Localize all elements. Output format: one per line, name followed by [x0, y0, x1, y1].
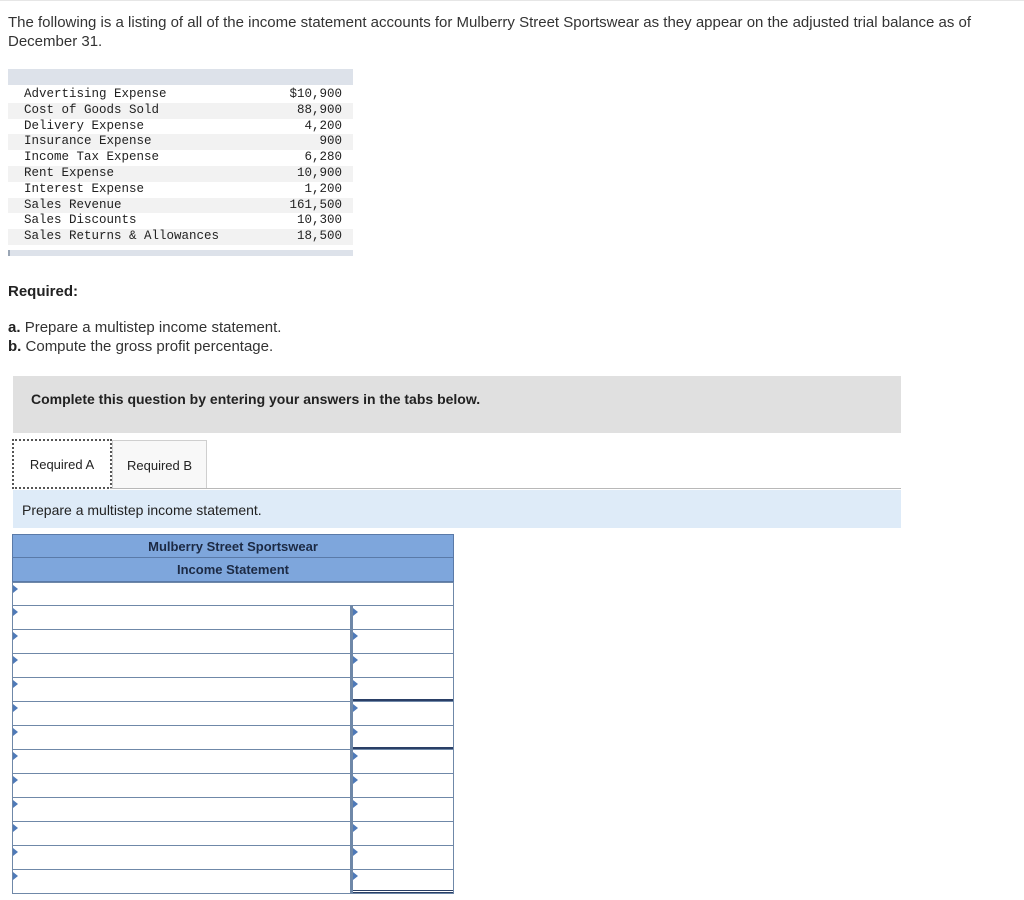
- statement-row: [12, 702, 454, 726]
- amount-cell[interactable]: [353, 678, 453, 701]
- trial-balance-row: [8, 213, 353, 229]
- instructions-banner: Complete this question by entering your answers in the tabs below.: [13, 376, 901, 433]
- account-label-input[interactable]: [13, 774, 350, 797]
- account-name: Sales Returns & Allowances: [24, 229, 220, 244]
- statement-company-name: Mulberry Street Sportswear: [12, 534, 454, 558]
- dropdown-marker-icon: [13, 680, 18, 688]
- trial-balance-row: [8, 103, 353, 119]
- statement-row: [12, 678, 454, 702]
- dropdown-marker-icon: [13, 632, 18, 640]
- tab-divider: [110, 488, 901, 489]
- account-dropdown[interactable]: [13, 798, 353, 821]
- tab-required-b[interactable]: Required B: [112, 440, 207, 489]
- cell-marker-icon: [353, 680, 358, 688]
- statement-row: [12, 750, 454, 774]
- account-label-input[interactable]: [13, 726, 350, 749]
- cell-marker-icon: [353, 800, 358, 808]
- statement-row: [12, 654, 454, 678]
- account-dropdown[interactable]: [13, 870, 353, 893]
- account-label-input[interactable]: [13, 822, 350, 845]
- dropdown-marker-icon: [13, 872, 18, 880]
- dropdown-marker-icon: [13, 752, 18, 760]
- amount-input[interactable]: [353, 750, 453, 773]
- account-amount: 1,200: [304, 181, 342, 196]
- required-item-letter: a.: [8, 319, 21, 336]
- amount-input[interactable]: [353, 798, 453, 821]
- answer-tabs: [12, 439, 207, 489]
- account-name: Rent Expense: [24, 165, 115, 180]
- trial-balance-row: [8, 198, 353, 214]
- account-amount: 10,300: [296, 213, 342, 228]
- amount-input[interactable]: [353, 630, 453, 653]
- account-name: Sales Revenue: [24, 197, 122, 212]
- account-amount: $10,900: [289, 87, 342, 101]
- dropdown-marker-icon: [13, 728, 18, 736]
- amount-input[interactable]: [353, 774, 453, 797]
- statement-title: Income Statement: [12, 558, 454, 582]
- account-dropdown[interactable]: [13, 583, 453, 605]
- amount-input[interactable]: [353, 726, 453, 747]
- trial-balance-row: [8, 182, 353, 198]
- amount-input[interactable]: [353, 870, 453, 890]
- required-item-b: [8, 337, 281, 356]
- account-label-input[interactable]: [13, 606, 350, 629]
- account-label-input[interactable]: [13, 654, 350, 677]
- amount-input[interactable]: [353, 702, 453, 725]
- account-label-input[interactable]: [13, 750, 350, 773]
- dropdown-marker-icon: [13, 848, 18, 856]
- dropdown-marker-icon: [13, 608, 18, 616]
- account-name: Advertising Expense: [24, 87, 167, 101]
- trial-balance-row: [8, 87, 353, 103]
- amount-input[interactable]: [353, 678, 453, 699]
- trial-balance-row: [8, 166, 353, 182]
- amount-cell[interactable]: [353, 822, 453, 845]
- trial-balance-row: [8, 229, 353, 245]
- account-name: Income Tax Expense: [24, 150, 160, 165]
- account-dropdown[interactable]: [13, 846, 353, 869]
- cell-marker-icon: [353, 608, 358, 616]
- trial-balance-footer-bar: [8, 250, 353, 256]
- account-label-input[interactable]: [13, 583, 453, 605]
- statement-row: [12, 774, 454, 798]
- amount-cell[interactable]: [353, 654, 453, 677]
- amount-input[interactable]: [353, 606, 453, 629]
- required-list: [8, 318, 281, 356]
- problem-intro: The following is a listing of all of the income statement accounts for Mulberry Street Sportswear as they appear on the adjusted trial balance as of December 31.: [8, 14, 972, 50]
- account-amount: 900: [319, 134, 342, 149]
- required-heading: Required:: [8, 283, 79, 300]
- trial-balance-header-bar: [8, 69, 353, 85]
- statement-row: [12, 870, 454, 894]
- account-dropdown[interactable]: [13, 606, 353, 629]
- statement-row: [12, 630, 454, 654]
- account-dropdown[interactable]: [13, 654, 353, 677]
- statement-row: [12, 606, 454, 630]
- cell-marker-icon: [353, 704, 358, 712]
- account-name: Cost of Goods Sold: [24, 102, 160, 117]
- dropdown-marker-icon: [13, 704, 18, 712]
- cell-marker-icon: [353, 752, 358, 760]
- amount-input[interactable]: [353, 654, 453, 677]
- cell-marker-icon: [353, 632, 358, 640]
- trial-balance-row: [8, 134, 353, 150]
- account-dropdown[interactable]: [13, 678, 353, 701]
- cell-marker-icon: [353, 776, 358, 784]
- account-dropdown[interactable]: [13, 822, 353, 845]
- account-amount: 88,900: [296, 102, 342, 117]
- amount-input[interactable]: [353, 846, 453, 869]
- amount-cell[interactable]: [353, 846, 453, 869]
- statement-row: [12, 798, 454, 822]
- statement-rows: [12, 582, 454, 894]
- tab-instruction: Prepare a multistep income statement.: [13, 490, 901, 528]
- trial-balance-table: [8, 87, 353, 245]
- income-statement-worksheet: [12, 534, 454, 894]
- dropdown-marker-icon: [13, 656, 18, 664]
- amount-cell[interactable]: [353, 630, 453, 653]
- account-amount: 10,900: [296, 165, 342, 180]
- account-dropdown[interactable]: [13, 774, 353, 797]
- statement-row: [12, 726, 454, 750]
- amount-cell[interactable]: [353, 798, 453, 821]
- statement-row: [12, 846, 454, 870]
- amount-cell[interactable]: [353, 702, 453, 725]
- amount-cell[interactable]: [353, 726, 453, 749]
- required-item-text: Prepare a multistep income statement.: [24, 319, 282, 336]
- account-label-input[interactable]: [13, 846, 350, 869]
- account-name: Insurance Expense: [24, 134, 152, 149]
- account-label-input[interactable]: [13, 678, 350, 701]
- statement-row: [12, 582, 454, 606]
- account-dropdown[interactable]: [13, 726, 353, 749]
- amount-cell[interactable]: [353, 606, 453, 629]
- account-amount: 6,280: [304, 150, 342, 165]
- statement-row: [12, 822, 454, 846]
- account-dropdown[interactable]: [13, 702, 353, 725]
- cell-marker-icon: [353, 848, 358, 856]
- account-label-input[interactable]: [13, 870, 350, 893]
- cell-marker-icon: [353, 872, 358, 880]
- account-label-input[interactable]: [13, 702, 350, 725]
- cell-marker-icon: [353, 728, 358, 736]
- dropdown-marker-icon: [13, 585, 18, 593]
- amount-cell[interactable]: [353, 750, 453, 773]
- amount-cell[interactable]: [353, 870, 453, 893]
- tab-required-a[interactable]: Required A: [12, 439, 112, 489]
- account-name: Interest Expense: [24, 181, 145, 196]
- dropdown-marker-icon: [13, 776, 18, 784]
- account-dropdown[interactable]: [13, 630, 353, 653]
- account-amount: 4,200: [304, 118, 342, 133]
- cell-marker-icon: [353, 824, 358, 832]
- required-item-a: [8, 318, 281, 337]
- trial-balance-row: [8, 119, 353, 135]
- account-label-input[interactable]: [13, 798, 350, 821]
- account-name: Delivery Expense: [24, 118, 145, 133]
- dropdown-marker-icon: [13, 800, 18, 808]
- cell-marker-icon: [353, 656, 358, 664]
- account-amount: 18,500: [296, 229, 342, 244]
- required-item-text: Compute the gross profit percentage.: [25, 338, 274, 355]
- amount-cell[interactable]: [353, 774, 453, 797]
- dropdown-marker-icon: [13, 824, 18, 832]
- trial-balance-row: [8, 150, 353, 166]
- amount-input[interactable]: [353, 822, 453, 845]
- top-divider: [0, 0, 1024, 1]
- account-label-input[interactable]: [13, 630, 350, 653]
- account-dropdown[interactable]: [13, 750, 353, 773]
- account-name: Sales Discounts: [24, 213, 137, 228]
- required-item-letter: b.: [8, 338, 22, 355]
- account-amount: 161,500: [289, 197, 342, 212]
